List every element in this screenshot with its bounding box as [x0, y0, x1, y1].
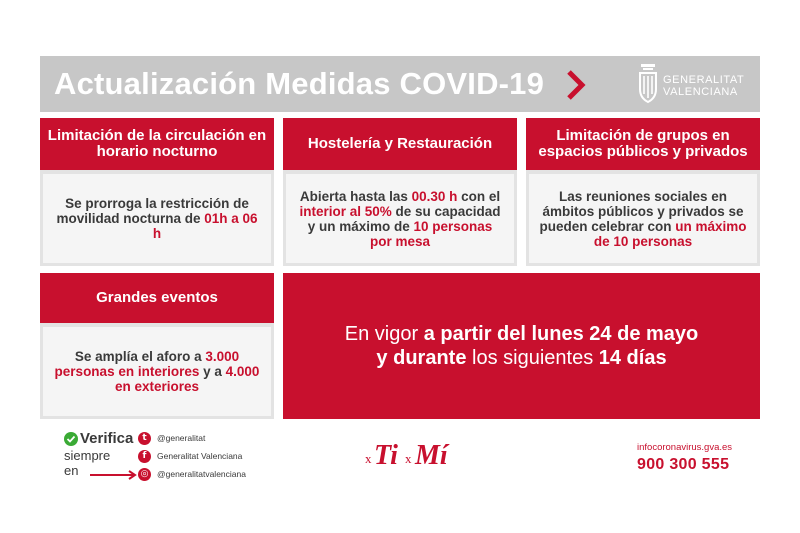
social-links — [138, 430, 268, 480]
verify-block — [64, 430, 142, 482]
banner-duration: 14 días — [598, 347, 667, 369]
page-title: Actualización Medidas COVID-19 — [54, 66, 545, 101]
banner-line-1 — [345, 322, 699, 346]
card-title: Limitación de grupos en espacios públicos y privados — [526, 118, 760, 170]
highlight-text: 3.000 personas en interiores — [54, 349, 243, 379]
twitter-icon: t — [138, 432, 151, 445]
slogan-x: x — [405, 451, 412, 466]
shield-icon — [637, 62, 659, 106]
xtixmi-slogan-logo — [362, 436, 462, 472]
card-body-text — [539, 188, 751, 249]
facebook-icon: f — [138, 450, 151, 463]
verify-subtitle: siempre — [64, 448, 111, 463]
banner-line-2 — [376, 346, 666, 370]
card-nocturnal-restriction — [40, 118, 274, 266]
slogan-x: x — [365, 451, 372, 466]
verify-subtitle: en — [64, 463, 79, 478]
highlight-text: 10 personas por mesa — [369, 218, 497, 249]
highlight-text: 00.30 h — [411, 188, 458, 204]
social-handle: @generalitatvalenciana — [157, 469, 246, 479]
contact-url-link[interactable]: infocoronavirus.gva.es — [637, 442, 733, 453]
card-body — [43, 174, 271, 263]
card-title: Hostelería y Restauración — [283, 118, 517, 170]
social-link-facebook[interactable] — [138, 449, 242, 463]
body-text: Se amplía el aforo a — [74, 349, 206, 364]
card-body-text — [53, 349, 264, 394]
slogan-mi: Mí — [415, 440, 448, 471]
card-body — [529, 174, 757, 263]
card-body — [286, 174, 514, 263]
highlight-text: interior al 50% — [299, 203, 392, 219]
chevron-right-icon — [564, 69, 588, 101]
highlight-text: 4.000 en exteriores — [114, 364, 264, 394]
highlight-text: 01h a 06 h — [152, 211, 262, 241]
effective-date-banner — [283, 273, 760, 419]
verify-title: Verifica — [80, 430, 134, 447]
social-link-twitter[interactable] — [138, 431, 205, 445]
banner-text: En vigor — [344, 323, 424, 345]
social-handle: Generalitat Valenciana — [157, 451, 243, 461]
card-large-events — [40, 273, 274, 419]
slogan-ti: Ti — [374, 440, 398, 471]
highlight-text: un máximo de 10 personas — [593, 218, 751, 249]
card-hospitality — [283, 118, 517, 266]
body-text: Abierta hasta las — [299, 188, 412, 204]
body-text: de su capacidad y un máximo de — [307, 203, 505, 234]
card-body — [43, 327, 271, 416]
check-icon — [64, 432, 78, 446]
card-title: Limitación de la circulación en horario nocturno — [40, 118, 274, 170]
logo-text — [663, 74, 744, 98]
card-body-text — [296, 189, 504, 249]
body-text: y a — [199, 364, 226, 379]
social-handle: @generalitat — [157, 433, 206, 443]
logo-line-2: VALENCIANA — [663, 86, 738, 98]
banner-text: los siguientes — [466, 347, 599, 369]
body-text: con el — [457, 188, 504, 204]
card-group-limits — [526, 118, 760, 266]
card-title: Grandes eventos — [40, 273, 274, 323]
logo-line-1: GENERALITAT — [663, 74, 745, 86]
contact-block — [637, 442, 732, 474]
body-text: Las reuniones sociales en ámbitos públicos y privados se pueden celebrar con — [539, 188, 748, 234]
contact-phone[interactable]: 900 300 555 — [637, 456, 730, 473]
card-body-text — [53, 196, 261, 241]
instagram-icon: ◎ — [138, 468, 151, 481]
banner-date: a partir del lunes 24 de mayo — [423, 323, 699, 345]
social-link-instagram[interactable] — [138, 467, 246, 481]
generalitat-logo — [637, 62, 757, 106]
header-bar — [40, 56, 760, 112]
banner-text-bold: y durante — [376, 347, 467, 369]
arrow-right-icon — [90, 470, 138, 480]
body-text: Se prorroga la restricción de movilidad nocturna de — [56, 196, 253, 226]
